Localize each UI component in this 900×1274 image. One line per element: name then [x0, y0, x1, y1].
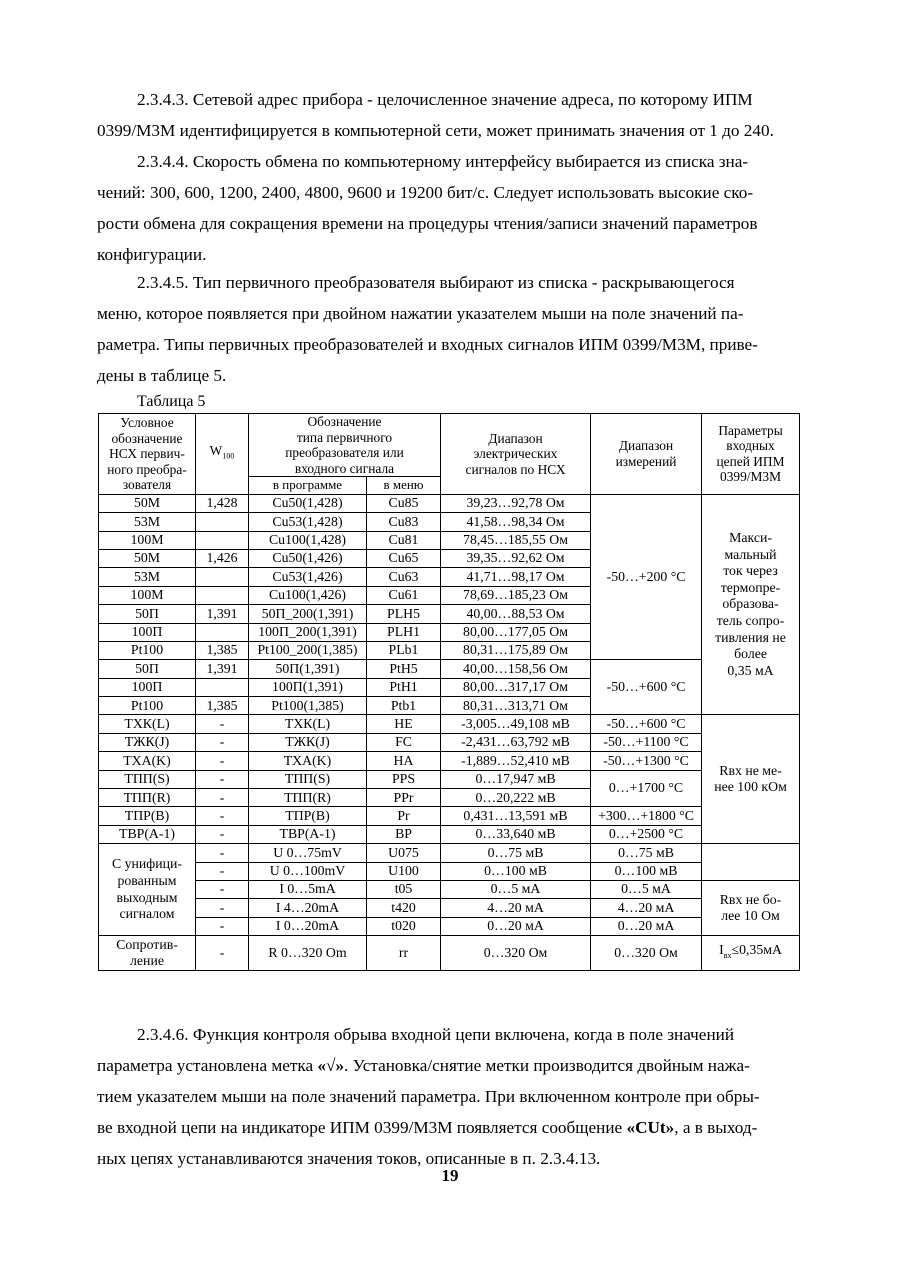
table-row: - I 4…20mA t420 4…20 мА 4…20 мА — [99, 899, 800, 917]
table-row: Pt100 1,385 Pt100(1,385) Ptb1 80,31…313,71 Ом — [99, 697, 800, 715]
table-row: С унифици- рованным выходным сигналом - U 0…75mV U075 0…75 мВ 0…75 мВ — [99, 844, 800, 862]
page-number: 19 — [441, 1166, 459, 1185]
table-row: - I 0…5mA t05 0…5 мА 0…5 мА Rвх не бо- лее 10 Ом — [99, 880, 800, 898]
paragraph-2-3-4-5: 2.3.4.5. Тип первичного преобразователя выбирают из списка - раскрывающегося меню, которое появляется при двойном нажатии указателем мыши на поле значений па- раметра. Типы первичных преобразователей и входных сигналов ИПМ 0399/М3М, приве- дены в таблице 5. — [97, 273, 758, 385]
current-input-params: Rвх не бо- лее 10 Ом — [702, 880, 800, 935]
table-row: 50М 1,426 Cu50(1,426) Cu65 39,35…92,62 Ом — [99, 549, 800, 567]
rtd-measure-range-1: -50…+200 °С — [591, 494, 702, 660]
paragraph-2-3-4-3: 2.3.4.3. Сетевой адрес прибора - целочисленное значение адреса, по которому ИПМ 0399/М3М идентифицируется в компьютерной сети, может принимать значения от 1 до 240. — [97, 90, 774, 140]
voltage-input-params — [702, 844, 800, 881]
table-header-row — [99, 414, 800, 477]
table-row: ТВР(А-1) - ТВР(А-1) BP 0…33,640 мВ 0…+2500 °С — [99, 825, 800, 843]
resistance-label: Сопротив- ление — [99, 936, 196, 971]
table-row: ТПП(S) - ТПП(S) PPS 0…17,947 мВ 0…+1700 °С — [99, 770, 800, 788]
header-in-menu: в меню — [367, 477, 441, 494]
table-row: ТХК(L) - ТХК(L) HE -3,005…49,108 мВ -50…+600 °С Rвх не ме- нее 100 кОм — [99, 715, 800, 733]
table-row: 100М Cu100(1,426) Cu61 78,69…185,23 Ом — [99, 586, 800, 604]
table-row: Pt100 1,385 Pt100_200(1,385) PLb1 80,31…175,89 Ом — [99, 641, 800, 659]
paragraph-2-3-4-6: 2.3.4.6. Функция контроля обрыва входной цепи включена, когда в поле значений параметра установлена метка «√». Установка/снятие метки производится двойным нажа- тием указателем мыши на поле значений параметра. При включенном контроле при обры- ве входной цепи на индикаторе ИПМ 0399/М3М появляется сообщение «CUt», а в выход- ных цепях устанавливаются значения токов, описанные в п. 2.3.4.13. — [97, 1025, 760, 1168]
table-row: ТХА(K) - ТХА(K) HA -1,889…52,410 мВ -50…+1300 °С — [99, 752, 800, 770]
table-row: 53М Cu53(1,426) Cu63 41,71…98,17 Ом — [99, 568, 800, 586]
table-row: - U 0…100mV U100 0…100 мВ 0…100 мВ — [99, 862, 800, 880]
unified-signal-label: С унифици- рованным выходным сигналом — [99, 844, 196, 936]
header-measure-range: Диапазон измерений — [591, 414, 702, 495]
table-row: ТЖК(J) - ТЖК(J) FC -2,431…63,792 мВ -50…+1100 °С — [99, 733, 800, 751]
table-row: 50М 1,428 Cu50(1,428) Cu85 39,23…92,78 Ом -50…+200 °С Макси- мальный ток через термопре- образова- тель сопро- тивления не более 0,35 мА — [99, 494, 800, 512]
table-row: Сопротив- ление - R 0…320 Om rr 0…320 Ом 0…320 Ом $I_{вх}\le 0,35мА$ — [99, 936, 800, 971]
sensor-types-table — [98, 413, 800, 971]
table-row: 50П 1,391 50П_200(1,391) PLH5 40,00…88,53 Ом — [99, 605, 800, 623]
header-w100: $W_{100}$ — [196, 414, 249, 495]
header-input-params: Параметры входных цепей ИПМ 0399/М3М — [702, 414, 800, 495]
table-row: ТПР(B) - ТПР(B) Pr 0,431…13,591 мВ +300…+1800 °С — [99, 807, 800, 825]
rtd-measure-range-2: -50…+600 °С — [591, 660, 702, 715]
header-designation: Обозначение типа первичного преобразователя или входного сигнала — [249, 414, 441, 477]
resistance-input-params: $I_{вх}\le 0,35мА$ — [702, 936, 800, 971]
table-row: 100М Cu100(1,428) Cu81 78,45…185,55 Ом — [99, 531, 800, 549]
tc-input-params: Rвх не ме- нее 100 кОм — [702, 715, 800, 844]
header-nsx: Условное обозначение НСХ первич- ного преобра- зователя — [99, 414, 196, 495]
paragraph-2-3-4-4: 2.3.4.4. Скорость обмена по компьютерному интерфейсу выбирается из списка зна- чений: 300, 600, 1200, 2400, 4800, 9600 и 19200 бит/с. Следует использовать высокие ско- рости обмена для сокращения времени на процедуры чтения/записи значений параметров конфигурации. — [97, 152, 758, 264]
header-signal-range: Диапазон электрических сигналов по НСХ — [441, 414, 591, 495]
header-in-program: в программе — [249, 477, 367, 494]
table-row: ТПП(R) - ТПП(R) PPr 0…20,222 мВ — [99, 789, 800, 807]
table-caption: Таблица 5 — [137, 393, 206, 410]
table-row: 53М Cu53(1,428) Cu83 41,58…98,34 Ом — [99, 513, 800, 531]
tc-measure-range-sr: 0…+1700 °С — [591, 770, 702, 807]
rtd-input-params: Макси- мальный ток через термопре- образова- тель сопро- тивления не более 0,35 мА — [702, 494, 800, 715]
table-row: 50П 1,391 50П(1,391) PtH5 40,00…158,56 Ом -50…+600 °С — [99, 660, 800, 678]
table-row: - I 0…20mA t020 0…20 мА 0…20 мА — [99, 917, 800, 935]
table-row: 100П 100П(1,391) PtH1 80,00…317,17 Ом — [99, 678, 800, 696]
table-row: 100П 100П_200(1,391) PLH1 80,00…177,05 Ом — [99, 623, 800, 641]
